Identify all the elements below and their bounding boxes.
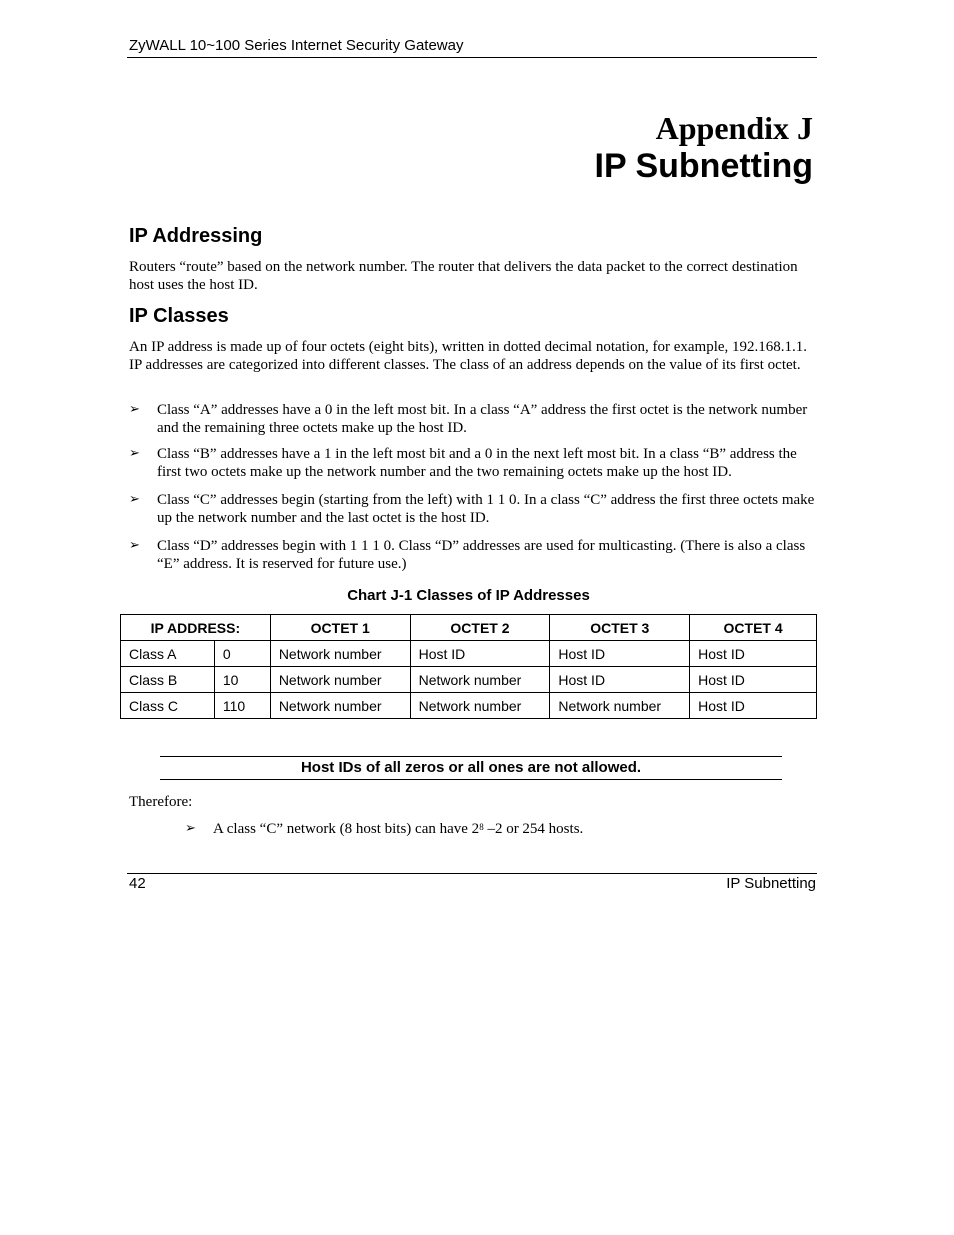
table-header-cell: OCTET 2 — [410, 615, 550, 641]
table-cell: 110 — [214, 693, 270, 719]
arrow-bullet-icon: ➢ — [129, 402, 140, 417]
table-cell: Host ID — [690, 641, 817, 667]
bullet-text: Class “C” addresses begin (starting from the left) with 1 1 0. In a class “C” address the first three octets make up the network number and the last octet is the host ID. — [157, 492, 815, 526]
table-cell: Network number — [410, 667, 550, 693]
running-header: ZyWALL 10~100 Series Internet Security Gateway — [129, 37, 464, 54]
table-cell: Class A — [121, 641, 215, 667]
bullet-text: Class “A” addresses have a 0 in the left most bit. In a class “A” address the first octet is the network number and the remaining three octets make up the host ID. — [157, 402, 808, 436]
table-row — [121, 641, 817, 667]
bullet-text: Class “B” addresses have a 1 in the left most bit and a 0 in the next left most bit. In a class “B” address the first two octets make up the network number and the two remaining octets make up the host ID. — [157, 446, 797, 480]
table-cell: Network number — [270, 693, 410, 719]
bullet-text: Class “D” addresses begin with 1 1 1 0. Class “D” addresses are used for multicasting. (There is also a class “E” address. It is reserved for future use.) — [157, 538, 806, 572]
table-row — [121, 667, 817, 693]
bullet-text-start: A class “C” network (8 host bits) can have 2 — [213, 821, 480, 837]
therefore-label: Therefore: — [129, 794, 193, 810]
heading-ip-classes: IP Classes — [129, 305, 229, 327]
table-cell: Host ID — [690, 693, 817, 719]
table-row — [121, 693, 817, 719]
table-cell: 10 — [214, 667, 270, 693]
table-cell: Host ID — [690, 667, 817, 693]
note-box: Host IDs of all zeros or all ones are not allowed. — [160, 756, 782, 780]
bullet-text — [213, 820, 583, 838]
page-number: 42 — [129, 875, 146, 892]
header-rule — [127, 57, 817, 58]
table-header-cell: OCTET 1 — [270, 615, 410, 641]
table-cell: Network number — [270, 667, 410, 693]
heading-ip-addressing: IP Addressing — [129, 225, 263, 247]
table-header-cell: OCTET 3 — [550, 615, 690, 641]
arrow-bullet-icon: ➢ — [129, 446, 140, 461]
table-cell: Host ID — [550, 641, 690, 667]
arrow-bullet-icon: ➢ — [129, 538, 140, 553]
bullet-text-end: –2 or 254 hosts. — [483, 821, 584, 837]
arrow-bullet-icon: ➢ — [185, 821, 196, 836]
appendix-label: Appendix J — [655, 110, 813, 146]
table-cell: Network number — [550, 693, 690, 719]
appendix-title: IP Subnetting — [594, 147, 813, 185]
table-cell: Class C — [121, 693, 215, 719]
table-header-cell: IP ADDRESS: — [121, 615, 271, 641]
table-cell: Host ID — [550, 667, 690, 693]
chart-caption: Chart J-1 Classes of IP Addresses — [347, 587, 590, 604]
table-cell: Network number — [410, 693, 550, 719]
table-cell: Host ID — [410, 641, 550, 667]
footer-section-title: IP Subnetting — [726, 875, 816, 892]
ip-classes-table — [120, 614, 817, 719]
paragraph-ip-classes: An IP address is made up of four octets (eight bits), written in dotted decimal notation, for example, 192.168.1.1. IP addresses are categorized into different classes. The class of an address depends on the value of its first octet. — [129, 339, 808, 373]
table-cell: 0 — [214, 641, 270, 667]
arrow-bullet-icon: ➢ — [129, 492, 140, 507]
table-header-row — [121, 615, 817, 641]
paragraph-ip-addressing: Routers “route” based on the network number. The router that delivers the data packet to the correct destination host uses the host ID. — [129, 259, 798, 293]
exponent: 8 — [479, 822, 484, 832]
footer-rule — [127, 873, 817, 874]
table-cell: Network number — [270, 641, 410, 667]
table-header-cell: OCTET 4 — [690, 615, 817, 641]
table-cell: Class B — [121, 667, 215, 693]
